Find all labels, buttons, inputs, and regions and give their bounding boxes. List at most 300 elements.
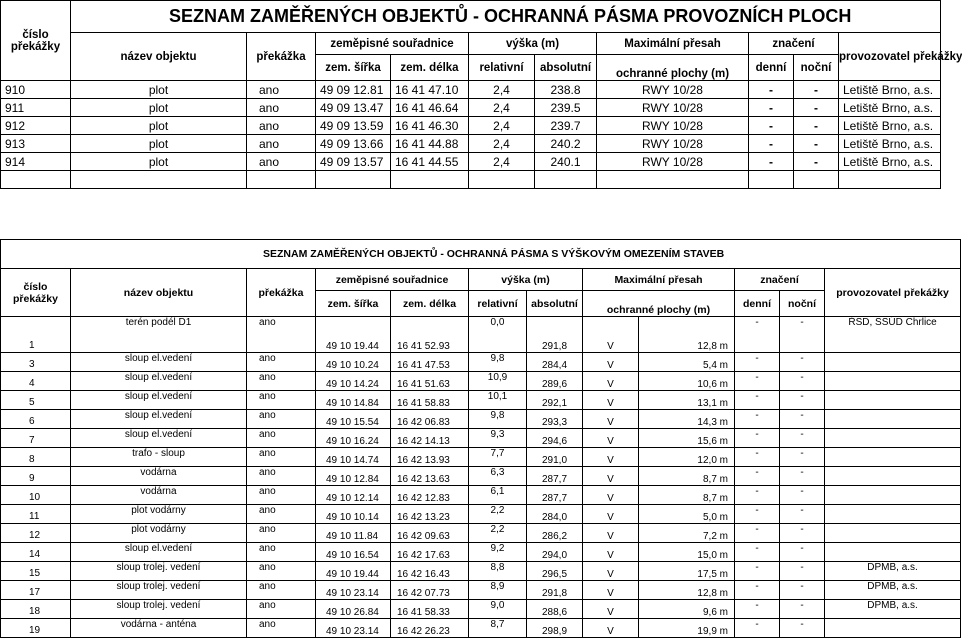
cell-denni: -: [735, 467, 780, 486]
cell-nazev: sloup el.vedení: [71, 353, 247, 372]
cell-denni: -: [735, 619, 780, 638]
cell-nocni: -: [780, 448, 825, 467]
cell-m: 19,9 m: [639, 619, 735, 638]
header-object-name: název objektu: [71, 269, 247, 317]
cell-v: V: [583, 619, 639, 638]
cell-nocni: -: [780, 524, 825, 543]
cell-abs: 291,8: [527, 317, 583, 353]
cell-v: V: [583, 524, 639, 543]
table-row: [1, 429, 961, 448]
cell-sirka: 49 10 26.84: [316, 600, 391, 619]
cell-delka: 16 41 46.64: [391, 99, 469, 117]
cell-nazev: sloup el.vedení: [71, 429, 247, 448]
cell-denni: -: [735, 410, 780, 429]
cell-nazev: plot: [71, 81, 247, 99]
cell-rel: 8,7: [469, 619, 527, 638]
cell-delka: 16 41 47.53: [391, 353, 469, 372]
cell-provozovatel: Letiště Brno, a.s.: [839, 99, 941, 117]
cell-provozovatel: Letiště Brno, a.s.: [839, 117, 941, 135]
table-row: [1, 117, 941, 135]
cell-denni: -: [735, 317, 780, 353]
header-height: výška (m): [469, 269, 583, 291]
cell-sirka: 49 10 19.44: [316, 562, 391, 581]
cell-m: 15,6 m: [639, 429, 735, 448]
cell-m: 5,4 m: [639, 353, 735, 372]
cell-v: V: [583, 562, 639, 581]
cell-provozovatel: [825, 391, 961, 410]
cell-nocni: -: [780, 467, 825, 486]
cell-delka: 16 41 52.93: [391, 317, 469, 353]
cell-nocni: -: [780, 562, 825, 581]
header-coordinates: zeměpisné souřadnice: [316, 269, 469, 291]
cell-sirka: 49 09 13.66: [316, 135, 391, 153]
cell-prekazka: ano: [247, 317, 316, 353]
cell-denni: -: [735, 600, 780, 619]
cell-provozovatel: Letiště Brno, a.s.: [839, 153, 941, 171]
cell-abs: 287,7: [527, 486, 583, 505]
cell-provozovatel: [825, 505, 961, 524]
cell-prekazka: ano: [247, 486, 316, 505]
cell-v: V: [583, 486, 639, 505]
header-latitude: zem. šířka: [316, 291, 391, 317]
table-row: [1, 600, 961, 619]
cell-denni: -: [735, 391, 780, 410]
obstacle-table-operational-areas: [0, 0, 962, 189]
cell-cislo: 8: [1, 448, 71, 467]
cell-abs: 289,6: [527, 372, 583, 391]
header-coordinates: zeměpisné souřadnice: [316, 33, 469, 55]
cell-m: 13,1 m: [639, 391, 735, 410]
cell-abs: 292,1: [527, 391, 583, 410]
cell-m: 9,6 m: [639, 600, 735, 619]
cell-nocni: -: [794, 99, 839, 117]
cell-nazev: vodárna: [71, 467, 247, 486]
cell-denni: -: [735, 543, 780, 562]
table-row: [1, 467, 961, 486]
cell-nazev: sloup trolej. vedení: [71, 600, 247, 619]
cell-cislo: 15: [1, 562, 71, 581]
cell-delka: 16 41 44.88: [391, 135, 469, 153]
cell-sirka: 49 10 23.14: [316, 619, 391, 638]
cell-delka: 16 41 46.30: [391, 117, 469, 135]
cell-abs: 238.8: [535, 81, 597, 99]
cell-nazev: sloup trolej. vedení: [71, 562, 247, 581]
header-number: číslo překážky: [1, 1, 71, 81]
cell-provozovatel: [825, 429, 961, 448]
cell-denni: -: [749, 135, 794, 153]
cell-sirka: 49 09 13.59: [316, 117, 391, 135]
cell-prekazka: ano: [247, 619, 316, 638]
cell-provozovatel: [825, 448, 961, 467]
cell-denni: -: [749, 81, 794, 99]
cell-cislo: 6: [1, 410, 71, 429]
cell-provozovatel: DPMB, a.s.: [825, 562, 961, 581]
cell-cislo: 11: [1, 505, 71, 524]
cell-nocni: -: [780, 391, 825, 410]
header-operator: provozovatel překážky: [839, 33, 941, 81]
cell-nazev: sloup el.vedení: [71, 372, 247, 391]
cell-nazev: vodárna: [71, 486, 247, 505]
cell-provozovatel: Letiště Brno, a.s.: [839, 135, 941, 153]
table-title: SEZNAM ZAMĚŘENÝCH OBJEKTŮ - OCHRANNÁ PÁSMA PROVOZNÍCH PLOCH: [71, 1, 941, 33]
table-row: [1, 505, 961, 524]
cell-denni: -: [735, 524, 780, 543]
cell-cislo: 18: [1, 600, 71, 619]
cell-v: V: [583, 410, 639, 429]
cell-delka: 16 42 14.13: [391, 429, 469, 448]
cell-delka: 16 42 13.23: [391, 505, 469, 524]
cell-prekazka: ano: [247, 505, 316, 524]
cell-nazev: trafo - sloup: [71, 448, 247, 467]
cell-provozovatel: [825, 543, 961, 562]
table-row: [1, 448, 961, 467]
header-latitude: zem. šířka: [316, 55, 391, 81]
cell-abs: 239.5: [535, 99, 597, 117]
header-relative: relativní: [469, 291, 527, 317]
cell-cislo: 1: [1, 317, 71, 353]
cell-provozovatel: DPMB, a.s.: [825, 581, 961, 600]
cell-abs: 239.7: [535, 117, 597, 135]
cell-nazev: sloup trolej. vedení: [71, 581, 247, 600]
cell-nocni: -: [780, 543, 825, 562]
cell-v: V: [583, 391, 639, 410]
cell-rel: 8,8: [469, 562, 527, 581]
cell-provozovatel: [825, 619, 961, 638]
cell-v: V: [583, 505, 639, 524]
header-longitude: zem. délka: [391, 55, 469, 81]
cell-cislo: 4: [1, 372, 71, 391]
cell-sirka: 49 10 19.44: [316, 317, 391, 353]
cell-delka: 16 42 16.43: [391, 562, 469, 581]
cell-delka: 16 41 44.55: [391, 153, 469, 171]
cell-abs: 296,5: [527, 562, 583, 581]
cell-nazev: sloup el.vedení: [71, 410, 247, 429]
header-relative: relativní: [469, 55, 535, 81]
table-row: [1, 317, 961, 353]
cell-rel: 2,4: [469, 153, 535, 171]
cell-delka: 16 42 17.63: [391, 543, 469, 562]
cell-v: V: [583, 448, 639, 467]
cell-presah: RWY 10/28: [597, 117, 749, 135]
header-operator: provozovatel překážky: [825, 269, 961, 317]
cell-rel: 7,7: [469, 448, 527, 467]
table-title: SEZNAM ZAMĚŘENÝCH OBJEKTŮ - OCHRANNÁ PÁSMA S VÝŠKOVÝM OMEZENÍM STAVEB: [1, 240, 961, 269]
cell-v: V: [583, 317, 639, 353]
cell-abs: 240.2: [535, 135, 597, 153]
cell-provozovatel: ŘSD, SSÚD Chrlice: [825, 317, 961, 353]
cell-m: 8,7 m: [639, 486, 735, 505]
cell-prekazka: ano: [247, 600, 316, 619]
cell-presah: RWY 10/28: [597, 81, 749, 99]
cell-cislo: 10: [1, 486, 71, 505]
cell-delka: 16 42 07.73: [391, 581, 469, 600]
cell-sirka: 49 10 10.24: [316, 353, 391, 372]
table-row: [1, 581, 961, 600]
header-obstacle: překážka: [247, 269, 316, 317]
cell-m: 8,7 m: [639, 467, 735, 486]
table-row: [1, 353, 961, 372]
cell-m: 15,0 m: [639, 543, 735, 562]
cell-rel: 2,2: [469, 505, 527, 524]
header-protective-surface: ochranné plochy (m): [597, 55, 749, 81]
cell-provozovatel: [825, 467, 961, 486]
header-obstacle: překážka: [247, 33, 316, 81]
header-marking: značení: [735, 269, 825, 291]
cell-m: 14,3 m: [639, 410, 735, 429]
header-protective-surface: ochranné plochy (m): [583, 291, 735, 317]
cell-prekazka: ano: [247, 524, 316, 543]
cell-denni: -: [735, 486, 780, 505]
cell-abs: 294,0: [527, 543, 583, 562]
cell-rel: 2,4: [469, 135, 535, 153]
cell-v: V: [583, 429, 639, 448]
cell-provozovatel: [825, 486, 961, 505]
cell-prekazka: ano: [247, 429, 316, 448]
cell-presah: RWY 10/28: [597, 135, 749, 153]
cell-nocni: -: [780, 505, 825, 524]
table-row: [1, 372, 961, 391]
cell-cislo: 912: [1, 117, 71, 135]
cell-prekazka: ano: [247, 99, 316, 117]
cell-nazev: plot vodárny: [71, 505, 247, 524]
cell-prekazka: ano: [247, 391, 316, 410]
cell-nocni: -: [794, 117, 839, 135]
cell-delka: 16 42 13.93: [391, 448, 469, 467]
cell-nocni: -: [794, 153, 839, 171]
cell-cislo: 7: [1, 429, 71, 448]
cell-v: V: [583, 543, 639, 562]
cell-cislo: 3: [1, 353, 71, 372]
cell-nazev: plot: [71, 153, 247, 171]
cell-prekazka: ano: [247, 410, 316, 429]
cell-v: V: [583, 600, 639, 619]
cell-abs: 288,6: [527, 600, 583, 619]
header-night: noční: [794, 55, 839, 81]
cell-nocni: -: [780, 581, 825, 600]
cell-cislo: 5: [1, 391, 71, 410]
cell-cislo: 17: [1, 581, 71, 600]
table-row: [1, 391, 961, 410]
cell-delka: 16 42 06.83: [391, 410, 469, 429]
cell-m: 12,0 m: [639, 448, 735, 467]
cell-nazev: plot: [71, 135, 247, 153]
cell-nazev: vodárna - anténa: [71, 619, 247, 638]
cell-presah: RWY 10/28: [597, 153, 749, 171]
cell-abs: 291,0: [527, 448, 583, 467]
cell-rel: 2,4: [469, 81, 535, 99]
table-row: [1, 543, 961, 562]
cell-rel: 6,1: [469, 486, 527, 505]
cell-delka: 16 42 13.63: [391, 467, 469, 486]
header-day: denní: [749, 55, 794, 81]
table-row: [1, 81, 941, 99]
cell-v: V: [583, 353, 639, 372]
cell-prekazka: ano: [247, 135, 316, 153]
cell-nazev: sloup el.vedení: [71, 391, 247, 410]
cell-nazev: plot vodárny: [71, 524, 247, 543]
cell-prekazka: ano: [247, 153, 316, 171]
header-number: číslo překážky: [1, 269, 71, 317]
cell-delka: 16 41 51.63: [391, 372, 469, 391]
cell-nocni: -: [780, 317, 825, 353]
cell-nocni: -: [794, 135, 839, 153]
cell-sirka: 49 10 12.14: [316, 486, 391, 505]
cell-sirka: 49 10 12.84: [316, 467, 391, 486]
cell-denni: -: [749, 99, 794, 117]
cell-nazev: terén podél D1: [71, 317, 247, 353]
cell-presah: RWY 10/28: [597, 99, 749, 117]
header-height: výška (m): [469, 33, 597, 55]
table-row: [1, 410, 961, 429]
cell-m: 12,8 m: [639, 317, 735, 353]
cell-sirka: 49 10 14.84: [316, 391, 391, 410]
table-row: [1, 153, 941, 171]
cell-cislo: 914: [1, 153, 71, 171]
cell-nocni: -: [794, 81, 839, 99]
cell-rel: 9,3: [469, 429, 527, 448]
table-row: [1, 562, 961, 581]
cell-abs: 284,0: [527, 505, 583, 524]
cell-sirka: 49 09 12.81: [316, 81, 391, 99]
cell-rel: 8,9: [469, 581, 527, 600]
cell-rel: 2,4: [469, 117, 535, 135]
cell-denni: -: [735, 448, 780, 467]
cell-denni: -: [735, 505, 780, 524]
cell-rel: 10,1: [469, 391, 527, 410]
cell-sirka: 49 10 10.14: [316, 505, 391, 524]
cell-nazev: sloup el.vedení: [71, 543, 247, 562]
cell-rel: 2,4: [469, 99, 535, 117]
empty-row: [1, 171, 941, 189]
cell-sirka: 49 10 23.14: [316, 581, 391, 600]
cell-rel: 9,8: [469, 410, 527, 429]
cell-m: 7,2 m: [639, 524, 735, 543]
header-night: noční: [780, 291, 825, 317]
cell-denni: -: [735, 353, 780, 372]
header-absolute: absolutní: [527, 291, 583, 317]
cell-cislo: 14: [1, 543, 71, 562]
cell-v: V: [583, 581, 639, 600]
cell-delka: 16 41 58.33: [391, 600, 469, 619]
cell-abs: 240.1: [535, 153, 597, 171]
cell-rel: 9,0: [469, 600, 527, 619]
cell-rel: 9,8: [469, 353, 527, 372]
cell-nocni: -: [780, 372, 825, 391]
cell-sirka: 49 10 14.24: [316, 372, 391, 391]
cell-cislo: 12: [1, 524, 71, 543]
cell-provozovatel: [825, 410, 961, 429]
header-longitude: zem. délka: [391, 291, 469, 317]
cell-v: V: [583, 467, 639, 486]
cell-v: V: [583, 372, 639, 391]
cell-abs: 294,6: [527, 429, 583, 448]
table-row: [1, 619, 961, 638]
cell-m: 5,0 m: [639, 505, 735, 524]
cell-cislo: 19: [1, 619, 71, 638]
cell-sirka: 49 09 13.57: [316, 153, 391, 171]
cell-nocni: -: [780, 486, 825, 505]
cell-nazev: plot: [71, 99, 247, 117]
cell-provozovatel: DPMB, a.s.: [825, 600, 961, 619]
header-max-overhang: Maximální přesah: [597, 33, 749, 55]
table-row: [1, 135, 941, 153]
cell-m: 17,5 m: [639, 562, 735, 581]
cell-denni: -: [749, 153, 794, 171]
cell-abs: 287,7: [527, 467, 583, 486]
cell-cislo: 910: [1, 81, 71, 99]
cell-rel: 10,9: [469, 372, 527, 391]
cell-prekazka: ano: [247, 372, 316, 391]
cell-delka: 16 41 58.83: [391, 391, 469, 410]
cell-denni: -: [735, 562, 780, 581]
cell-denni: -: [735, 372, 780, 391]
cell-m: 10,6 m: [639, 372, 735, 391]
header-absolute: absolutní: [535, 55, 597, 81]
cell-prekazka: ano: [247, 117, 316, 135]
obstacle-table-height-limits: [0, 239, 961, 638]
cell-abs: 293,3: [527, 410, 583, 429]
cell-prekazka: ano: [247, 562, 316, 581]
cell-rel: 9,2: [469, 543, 527, 562]
cell-delka: 16 41 47.10: [391, 81, 469, 99]
cell-prekazka: ano: [247, 448, 316, 467]
header-day: denní: [735, 291, 780, 317]
header-marking: značení: [749, 33, 839, 55]
cell-delka: 16 42 12.83: [391, 486, 469, 505]
cell-abs: 286,2: [527, 524, 583, 543]
cell-cislo: 9: [1, 467, 71, 486]
cell-nocni: -: [780, 410, 825, 429]
cell-rel: 6,3: [469, 467, 527, 486]
cell-cislo: 911: [1, 99, 71, 117]
cell-rel: 2,2: [469, 524, 527, 543]
cell-nocni: -: [780, 353, 825, 372]
cell-delka: 16 42 09.63: [391, 524, 469, 543]
cell-denni: -: [749, 117, 794, 135]
cell-nazev: plot: [71, 117, 247, 135]
cell-nocni: -: [780, 619, 825, 638]
cell-sirka: 49 10 16.54: [316, 543, 391, 562]
cell-provozovatel: [825, 524, 961, 543]
cell-prekazka: ano: [247, 467, 316, 486]
cell-sirka: 49 10 15.54: [316, 410, 391, 429]
cell-m: 12,8 m: [639, 581, 735, 600]
cell-rel: 0,0: [469, 317, 527, 353]
cell-sirka: 49 09 13.47: [316, 99, 391, 117]
cell-nocni: -: [780, 600, 825, 619]
cell-abs: 291,8: [527, 581, 583, 600]
cell-abs: 298,9: [527, 619, 583, 638]
table-row: [1, 486, 961, 505]
cell-abs: 284,4: [527, 353, 583, 372]
cell-provozovatel: [825, 372, 961, 391]
cell-denni: -: [735, 581, 780, 600]
header-max-overhang: Maximální přesah: [583, 269, 735, 291]
cell-prekazka: ano: [247, 543, 316, 562]
table-row: [1, 99, 941, 117]
cell-cislo: 913: [1, 135, 71, 153]
header-object-name: název objektu: [71, 33, 247, 81]
cell-sirka: 49 10 14.74: [316, 448, 391, 467]
cell-prekazka: ano: [247, 353, 316, 372]
cell-delka: 16 42 26.23: [391, 619, 469, 638]
table-row: [1, 524, 961, 543]
cell-prekazka: ano: [247, 581, 316, 600]
cell-sirka: 49 10 11.84: [316, 524, 391, 543]
cell-sirka: 49 10 16.24: [316, 429, 391, 448]
cell-provozovatel: [825, 353, 961, 372]
cell-denni: -: [735, 429, 780, 448]
